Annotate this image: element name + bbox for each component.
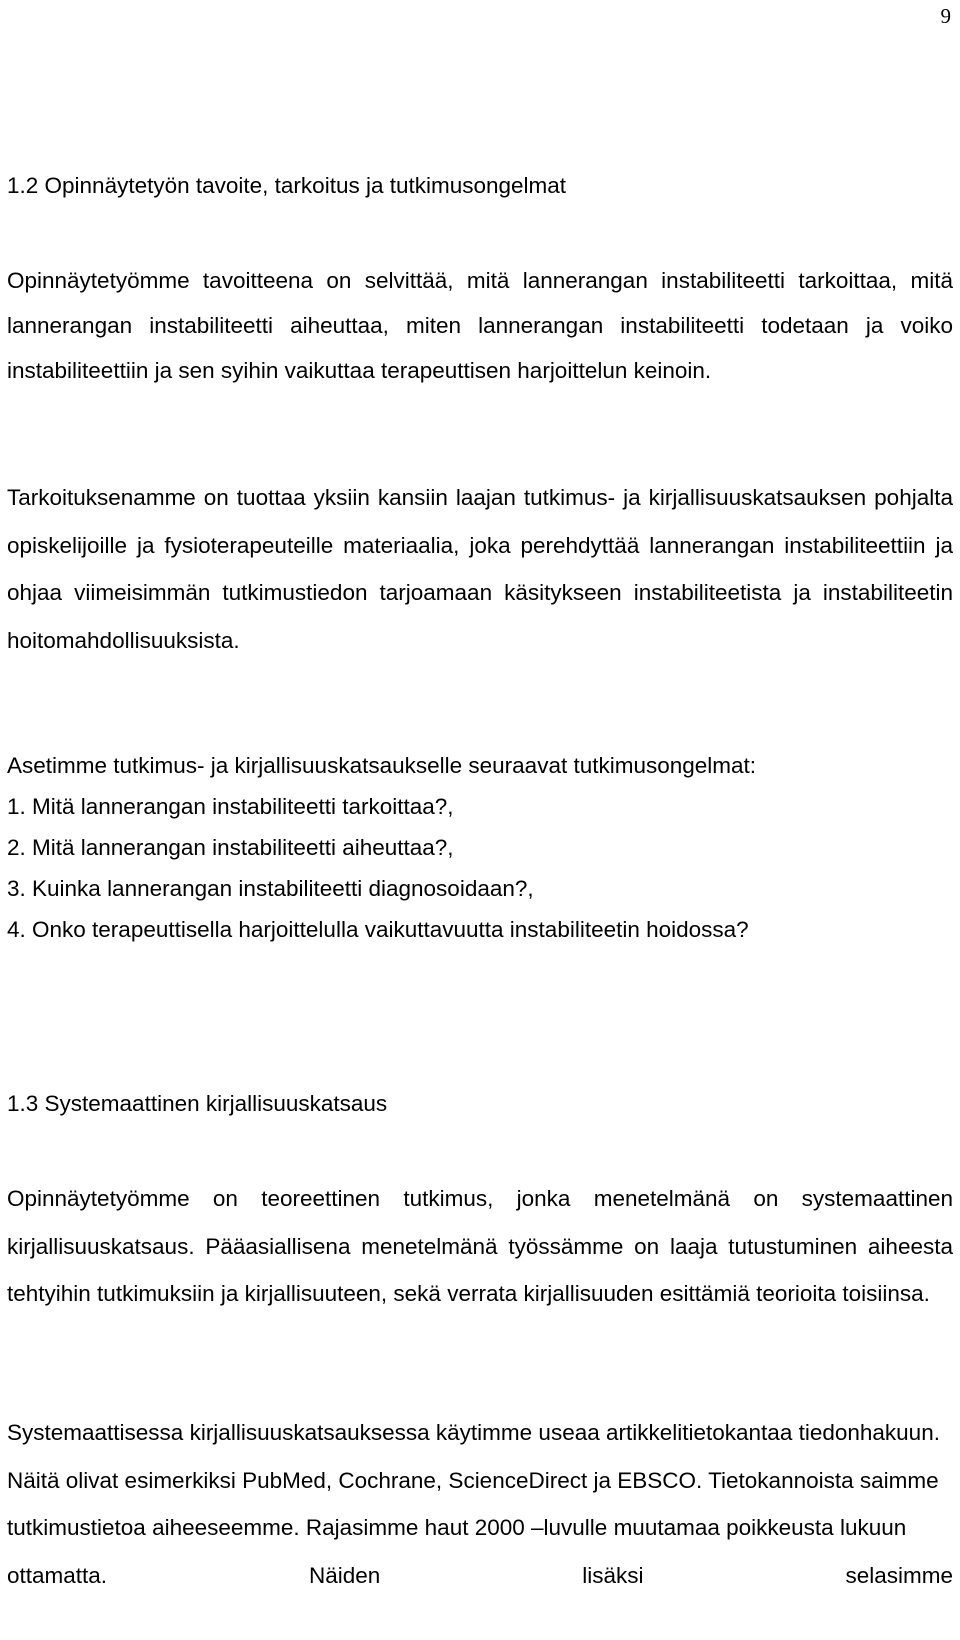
- list-item: 3. Kuinka lannerangan instabiliteetti diagnosoidaan?,: [7, 876, 534, 901]
- paragraph-method: Opinnäytetyömme on teoreettinen tutkimus, jonka menetelmänä on systemaattinen kirjallisuuskatsaus. Pääasiallisena menetelmänä työssämme on laaja tutustuminen aiheesta tehtyihin tutkimuksiin ja kirjallisuuteen, sekä verrata kirjallisuuden esittämiä teorioita toisiinsa.: [7, 1186, 953, 1306]
- list-item: 4. Onko terapeuttisella harjoittelulla vaikuttavuutta instabiliteetin hoidossa?: [7, 917, 749, 942]
- research-questions-intro: Asetimme tutkimus- ja kirjallisuuskatsaukselle seuraavat tutkimusongelmat:: [7, 753, 757, 778]
- section-heading-1-2: 1.2 Opinnäytetyön tavoite, tarkoitus ja tutkimusongelmat: [7, 173, 567, 198]
- paragraph-databases: Systemaattisessa kirjallisuuskatsauksessa käytimme useaa artikkelitietokantaa tiedonhakuun. Näitä olivat esimerkiksi PubMed, Cochrane, ScienceDirect ja EBSCO. Tietokannoista saimme tutkimustietoa aiheeseemme. Rajasimme haut 2000 –luvulle muutamaa poikkeusta lukuun ottamatta. Näiden lisäksi selasimme: [7, 1420, 953, 1588]
- list-item: 2. Mitä lannerangan instabiliteetti aiheuttaa?,: [7, 835, 454, 860]
- research-questions-list: [7, 786, 953, 950]
- paragraph-objective: Opinnäytetyömme tavoitteena on selvittää, mitä lannerangan instabiliteetti tarkoittaa, mitä lannerangan instabiliteetti aiheuttaa, miten lannerangan instabiliteetti todetaan ja voiko instabiliteettiin ja sen syihin vaikuttaa terapeuttisen harjoittelun keinoin.: [7, 268, 953, 383]
- paragraph-purpose: Tarkoituksenamme on tuottaa yksiin kansiin laajan tutkimus- ja kirjallisuuskatsauksen pohjalta opiskelijoille ja fysioterapeuteille materiaalia, joka perehdyttää lannerangan instabiliteettiin ja ohjaa viimeisimmän tutkimustiedon tarjoamaan käsitykseen instabiliteetista ja instabiliteetin hoitomahdollisuuksista.: [7, 485, 953, 653]
- section-heading-1-3: 1.3 Systemaattinen kirjallisuuskatsaus: [7, 1091, 388, 1116]
- page-number: 9: [940, 4, 951, 28]
- list-item: 1. Mitä lannerangan instabiliteetti tarkoittaa?,: [7, 794, 454, 819]
